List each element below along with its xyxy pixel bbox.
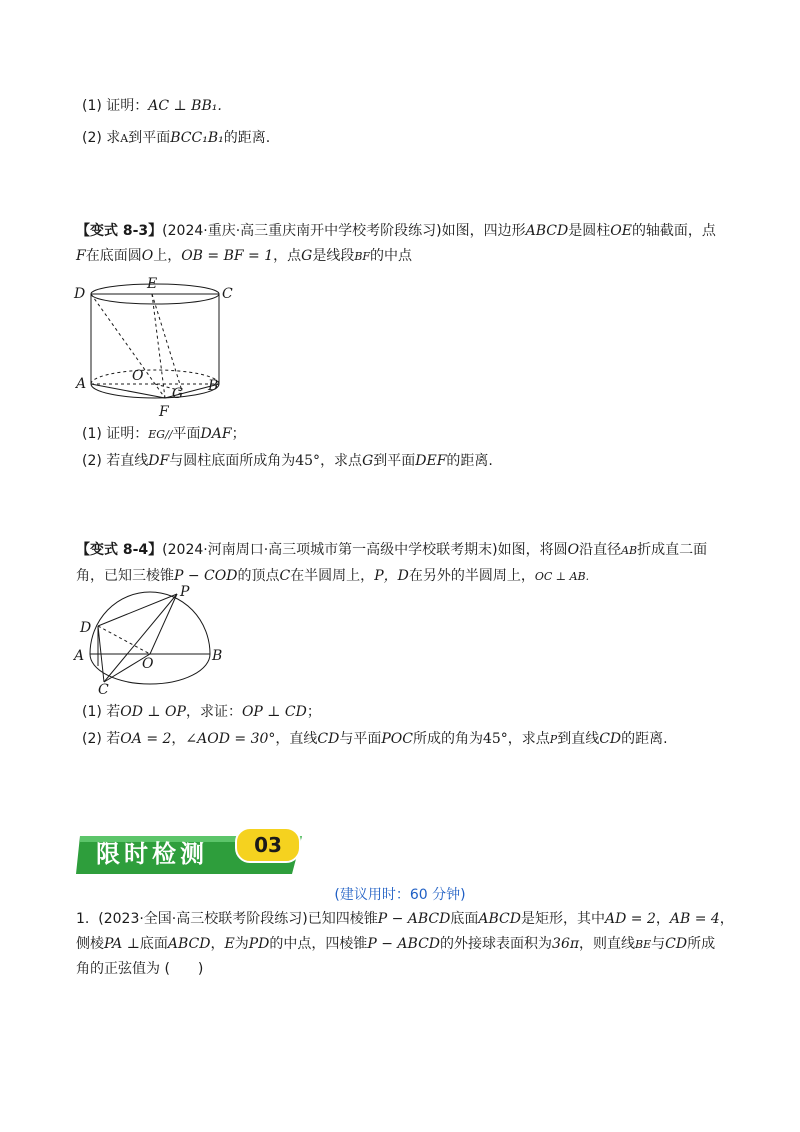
label-O: O bbox=[132, 368, 144, 384]
banner-number: 03 bbox=[254, 833, 282, 857]
label-A: A bbox=[76, 376, 87, 392]
label-P: P bbox=[180, 584, 190, 600]
label-C: C bbox=[222, 286, 233, 302]
banner-title: 限时检测 bbox=[96, 840, 208, 868]
q1-stem-line2: 侧棱PA ⊥底面ABCD，E为PD的中点，四棱锥P − ABCD的外接球表面积为36π，则直线BE与CD所成 bbox=[76, 936, 716, 952]
p1-question-2: (2) 求A到平面BCC₁B₁的距离. bbox=[82, 130, 271, 146]
v83-question-2: (2) 若直线DF与圆柱底面所成角为45°，求点G到平面DEF的距离. bbox=[82, 453, 493, 469]
v84-stem-line1: 【变式 8-4】(2024·河南周口·高三项城市第一高级中学校联考期末)如图，将圆O沿直径AB折成直二面 bbox=[76, 542, 708, 558]
p1-question-1: (1) 证明：AC ⊥ BB₁. bbox=[82, 98, 222, 114]
label-F: F bbox=[159, 404, 169, 420]
cylinder-figure bbox=[70, 274, 233, 420]
q1-stem-line3: 角的正弦值为 ( ) bbox=[76, 961, 204, 977]
q1-stem-line1: 1. (2023·全国·高三校联考阶段练习)已知四棱锥P − ABCD底面ABCD是矩形，其中AD = 2，AB = 4， bbox=[76, 911, 734, 927]
label-D: D bbox=[74, 286, 86, 302]
v84-stem-line2: 角，已知三棱锥P − COD的顶点C在半圆周上，P，D在另外的半圆周上，OC ⊥ AB. bbox=[76, 568, 590, 584]
label-D: D bbox=[80, 620, 92, 636]
folded-circle-figure bbox=[70, 584, 230, 696]
label-C: C bbox=[98, 682, 109, 698]
label-O: O bbox=[142, 656, 154, 672]
label-E: E bbox=[147, 276, 158, 292]
label-B: B bbox=[208, 378, 219, 394]
label-G: G bbox=[172, 386, 184, 402]
section-banner bbox=[76, 826, 312, 876]
v84-question-2: (2) 若OA = 2，∠AOD = 30°，直线CD与平面POC所成的角为45°，求点P到直线CD的距离. bbox=[82, 731, 668, 747]
v84-question-1: (1) 若OD ⊥ OP，求证：OP ⊥ CD； bbox=[82, 704, 321, 720]
suggested-time: (建议用时：60 分钟) bbox=[334, 887, 466, 903]
label-A: A bbox=[74, 648, 85, 664]
v83-stem-line1: 【变式 8-3】(2024·重庆·高三重庆南开中学校考阶段练习)如图，四边形ABCD是圆柱OE的轴截面，点 bbox=[76, 223, 716, 239]
v83-stem-line2: F在底面圆O上，OB = BF = 1，点G是线段BF的中点 bbox=[76, 248, 413, 264]
v83-question-1: (1) 证明：EG//平面DAF； bbox=[82, 426, 246, 442]
label-B: B bbox=[212, 648, 223, 664]
